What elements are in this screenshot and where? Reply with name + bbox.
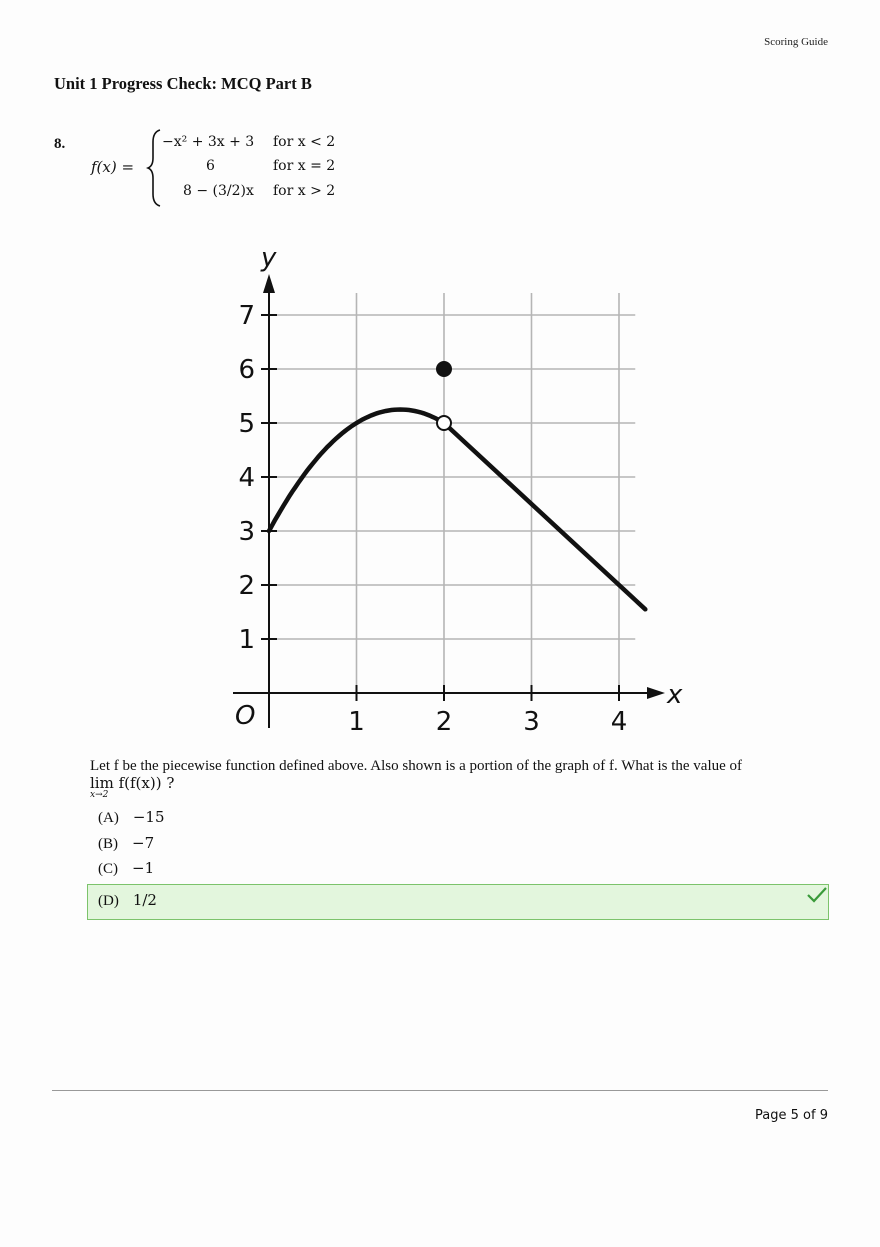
- y-tick-label-4: 4: [238, 463, 255, 493]
- x-axis-label: x: [667, 680, 683, 710]
- open-point-2: [437, 416, 451, 430]
- correct-answer-highlight: [87, 884, 829, 920]
- scoring-guide-label: Scoring Guide: [764, 36, 828, 48]
- y-tick-label-7: 7: [238, 301, 255, 331]
- case-1-cond: for x < 2: [273, 134, 336, 150]
- choice-a-value: −15: [132, 808, 165, 826]
- y-axis-arrow: [263, 274, 275, 293]
- choice-c-letter: (C): [98, 861, 118, 877]
- choice-d[interactable]: [98, 891, 157, 910]
- limit-expression: lim f(f(x)) ?: [90, 774, 175, 792]
- x-axis-arrow: [647, 687, 665, 699]
- choice-b[interactable]: [98, 834, 154, 853]
- choice-c-value: −1: [132, 859, 155, 877]
- function-graph: [225, 238, 695, 743]
- page-number: Page 5 of 9: [755, 1108, 828, 1123]
- choice-d-value: 1/2: [132, 891, 157, 909]
- choice-a[interactable]: [98, 808, 164, 827]
- graph-grid: [269, 293, 635, 693]
- y-tick-label-5: 5: [238, 409, 255, 439]
- graph-curves: [269, 410, 645, 610]
- y-tick-label-2: 2: [238, 571, 255, 601]
- case-2-expr: 6: [206, 158, 215, 174]
- question-stem: Let f be the piecewise function defined above. Also shown is a portion of the graph of f. What is the value of: [90, 758, 743, 774]
- case-1-expr: −x² + 3x + 3: [162, 134, 255, 150]
- correct-check-icon: [806, 886, 828, 904]
- series-2-line: [444, 423, 645, 609]
- x-tick-label-3: 3: [523, 707, 540, 737]
- origin-label: O: [235, 701, 256, 731]
- case-2-cond: for x = 2: [273, 158, 336, 174]
- x-tick-label-1: 1: [348, 707, 365, 737]
- choice-c[interactable]: [98, 859, 154, 878]
- choice-b-letter: (B): [98, 836, 118, 852]
- x-tick-label-2: 2: [435, 707, 453, 737]
- choice-b-value: −7: [132, 834, 155, 852]
- case-3-expr: 8 − (3/2)x: [183, 183, 254, 199]
- question-number: 8.: [54, 136, 66, 152]
- choice-a-letter: (A): [98, 810, 119, 826]
- y-tick-label-1: 1: [238, 625, 255, 655]
- case-3-cond: for x > 2: [273, 183, 336, 199]
- footer-divider: [52, 1090, 828, 1091]
- limit-subscript: x→2: [90, 790, 109, 800]
- graph-ticks: [238, 301, 627, 737]
- page-title: Unit 1 Progress Check: MCQ Part B: [54, 74, 312, 93]
- y-tick-label-3: 3: [238, 517, 255, 547]
- function-lhs: f(x) =: [91, 158, 135, 176]
- y-axis-label: y: [261, 243, 277, 273]
- graph-axes: [233, 274, 665, 728]
- x-tick-label-4: 4: [610, 707, 628, 737]
- y-tick-label-6: 6: [238, 355, 255, 385]
- choice-d-letter: (D): [98, 893, 119, 909]
- filled-point-1: [437, 362, 451, 376]
